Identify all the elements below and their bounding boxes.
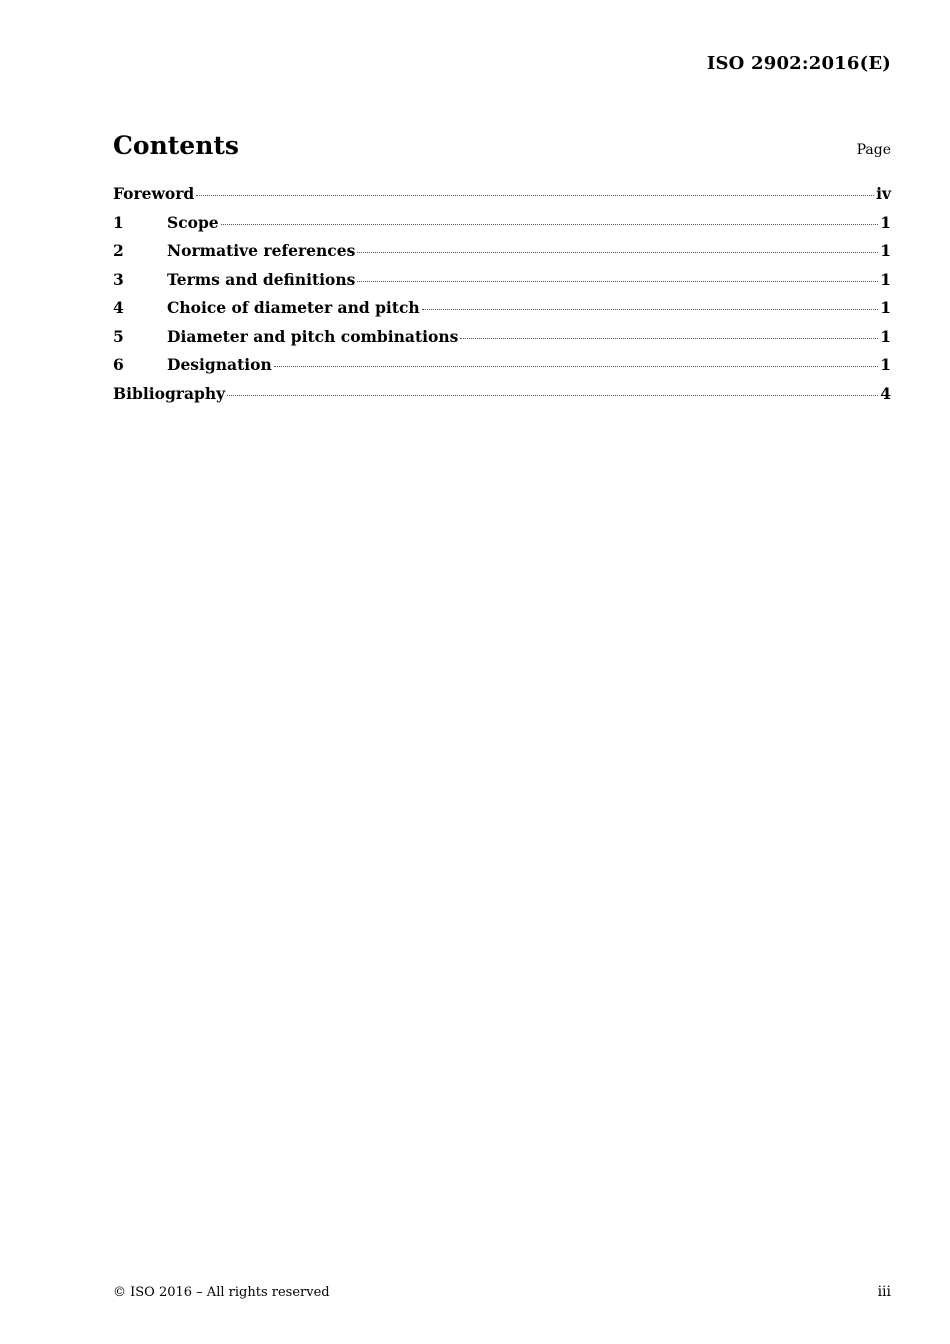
toc-entry-page: 4 — [880, 383, 891, 403]
toc-entry-normative-references[interactable] — [113, 241, 891, 270]
toc-entry-number: 3 — [113, 269, 124, 289]
toc-dot-leader — [422, 309, 879, 310]
toc-entry-number: 6 — [113, 355, 124, 374]
table-of-contents — [113, 184, 891, 412]
toc-entry-title: Foreword — [113, 184, 195, 203]
contents-heading: Contents — [113, 131, 240, 160]
toc-entry-number: 1 — [113, 212, 124, 232]
toc-entry-bibliography[interactable] — [113, 384, 891, 413]
toc-entry-page: 1 — [880, 298, 891, 317]
toc-dot-leader — [357, 252, 878, 253]
toc-dot-leader — [196, 195, 874, 196]
toc-entry-page: 1 — [880, 355, 891, 374]
page-column-label: Page — [856, 142, 891, 158]
toc-entry-scope[interactable] — [113, 213, 891, 242]
toc-entry-terms-and-definitions[interactable] — [113, 270, 891, 299]
document-code: ISO 2902:2016(E) — [706, 53, 891, 74]
toc-entry-title: Bibliography — [113, 383, 226, 403]
toc-dot-leader — [357, 281, 878, 282]
toc-entry-title: Diameter and pitch combinations — [167, 326, 459, 346]
toc-entry-designation[interactable] — [113, 355, 891, 384]
page-number: iii — [877, 1284, 891, 1300]
toc-entry-number: 5 — [113, 326, 124, 346]
toc-entry-title: Normative references — [167, 241, 356, 260]
toc-dot-leader — [274, 366, 878, 367]
toc-entry-page: 1 — [880, 269, 891, 289]
toc-entry-number: 4 — [113, 298, 124, 317]
toc-entry-page: 1 — [880, 241, 891, 260]
copyright-notice: © ISO 2016 – All rights reserved — [113, 1285, 330, 1300]
toc-entry-title: Designation — [167, 355, 272, 374]
toc-entry-diameter-and-pitch-combinations[interactable] — [113, 327, 891, 356]
toc-dot-leader — [460, 338, 878, 339]
toc-dot-leader — [227, 395, 878, 396]
toc-entry-page: 1 — [880, 212, 891, 232]
toc-dot-leader — [221, 224, 879, 225]
toc-entry-page: iv — [876, 184, 891, 203]
toc-entry-choice-of-diameter-and-pitch[interactable] — [113, 298, 891, 327]
toc-entry-page: 1 — [880, 326, 891, 346]
toc-entry-title: Choice of diameter and pitch — [167, 298, 420, 317]
toc-entry-foreword[interactable] — [113, 184, 891, 213]
toc-entry-title: Terms and definitions — [167, 269, 356, 289]
toc-entry-title: Scope — [167, 212, 219, 232]
toc-entry-number: 2 — [113, 241, 124, 260]
